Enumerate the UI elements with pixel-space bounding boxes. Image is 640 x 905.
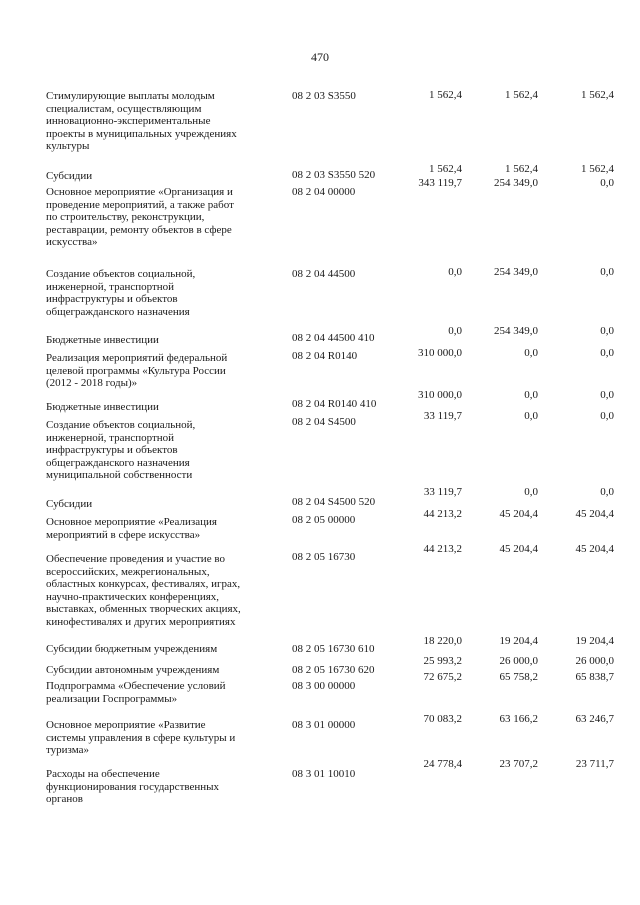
row-name-line: Субсидии: [46, 498, 93, 510]
row-name: [46, 664, 284, 677]
row-value-v2: 0,0: [524, 410, 538, 422]
row-name-line: по строительству, реконструкции,: [46, 211, 205, 224]
row-name-line: кинофестивалях и других мероприятиях: [46, 615, 236, 628]
row-name-line: Создание объектов социальной,: [46, 268, 196, 280]
row-value-v3: 45 204,4: [575, 508, 614, 520]
row-code: 08 2 04 00000: [292, 186, 356, 198]
row-code: 08 2 05 00000: [292, 514, 356, 526]
row-name-line: Субсидии автономным учреждениям: [46, 664, 220, 676]
row-name-line: Бюджетные инвестиции: [46, 334, 159, 346]
row-name-line: инженерной, транспортной: [46, 431, 175, 444]
row-value-v3: 19 204,4: [575, 635, 614, 647]
row-name: [46, 401, 284, 414]
row-name-line: выставках, обменных творческих акциях,: [46, 603, 241, 616]
row-value-v1: 0,0: [448, 266, 462, 278]
row-name-line: областных конкурсах, фестивалях, играх,: [46, 578, 241, 591]
row-name: [46, 419, 284, 482]
row-name: [46, 334, 284, 347]
row-name-line: функционирования государственных: [46, 780, 220, 793]
row-value-v3: 26 000,0: [575, 655, 614, 667]
row-name-line: инфраструктуры и объектов: [46, 444, 178, 457]
row-name: [46, 268, 284, 318]
row-name-line: Подпрограмма «Обеспечение условий: [46, 680, 226, 692]
row-code: 08 2 04 44500: [292, 268, 356, 280]
row-name-line: всероссийских, межрегиональных,: [46, 565, 210, 578]
row-value-v2: 23 707,2: [499, 758, 538, 770]
row-name: [46, 680, 284, 705]
row-value-v1: 1 562,4: [429, 89, 462, 101]
row-name: [46, 553, 284, 629]
row-name-line: мероприятий в сфере искусства»: [46, 528, 201, 541]
row-value-v2: 0,0: [524, 347, 538, 359]
row-name-line: Бюджетные инвестиции: [46, 401, 159, 413]
row-value-v3: 0,0: [600, 177, 614, 189]
row-value-v1: 24 778,4: [423, 758, 462, 770]
row-name-line: научно-практических конференциях,: [46, 590, 220, 603]
row-code: 08 2 04 S4500: [292, 416, 356, 428]
row-name-line: Создание объектов социальной,: [46, 419, 196, 431]
row-value-v3: 1 562,4: [581, 89, 614, 101]
row-value-v2: 0,0: [524, 389, 538, 401]
row-name-line: Субсидии: [46, 170, 93, 182]
row-value-v2: 254 349,0: [494, 177, 538, 189]
row-name-line: проведение мероприятий, а также работ: [46, 198, 234, 211]
row-name-line: целевой программы «Культура России: [46, 364, 226, 377]
row-name-line: инфраструктуры и объектов: [46, 293, 178, 306]
row-name-line: Обеспечение проведения и участие во: [46, 553, 225, 565]
row-value-v3: 45 204,4: [575, 543, 614, 555]
row-name-line: общегражданского назначения: [46, 305, 190, 318]
row-name-line: реставрации, ремонту объектов в сфере: [46, 223, 232, 236]
row-value-v3: 0,0: [600, 266, 614, 278]
row-name-line: инновационно-экспериментальные: [46, 115, 211, 128]
row-value-v3: 1 562,4: [581, 163, 614, 175]
row-value-v2: 45 204,4: [499, 543, 538, 555]
row-name-line: проекты в муниципальных учреждениях: [46, 127, 237, 140]
row-value-v3: 65 838,7: [575, 671, 614, 683]
row-value-v1: 70 083,2: [423, 713, 462, 725]
page-number: 470: [311, 50, 329, 64]
row-name: [46, 170, 284, 183]
row-value-v1: 1 562,4: [429, 163, 462, 175]
row-value-v1: 72 675,2: [423, 671, 462, 683]
row-name-line: специалистам, осуществляющим: [46, 102, 202, 115]
row-value-v1: 25 993,2: [423, 655, 462, 667]
row-value-v1: 33 119,7: [423, 410, 462, 422]
row-value-v2: 19 204,4: [499, 635, 538, 647]
row-value-v2: 0,0: [524, 486, 538, 498]
row-name-line: искусства»: [46, 236, 98, 249]
row-value-v1: 18 220,0: [423, 635, 462, 647]
row-value-v2: 26 000,0: [499, 655, 538, 667]
row-name-line: Субсидии бюджетным учреждениям: [46, 643, 218, 655]
row-value-v2: 45 204,4: [499, 508, 538, 520]
row-value-v2: 63 166,2: [499, 713, 538, 725]
row-code: 08 2 03 S3550: [292, 90, 356, 102]
row-value-v1: 44 213,2: [423, 508, 462, 520]
row-name-line: Реализация мероприятий федеральной: [46, 352, 228, 364]
row-name: [46, 186, 284, 249]
row-name: [46, 498, 284, 511]
row-name: [46, 352, 284, 390]
row-value-v3: 23 711,7: [575, 758, 614, 770]
row-value-v2: 254 349,0: [494, 266, 538, 278]
row-code: 08 2 04 R0140 410: [292, 398, 377, 410]
row-value-v1: 33 119,7: [423, 486, 462, 498]
row-name-line: (2012 - 2018 годы)»: [46, 377, 138, 390]
row-value-v2: 1 562,4: [505, 163, 538, 175]
row-value-v2: 1 562,4: [505, 89, 538, 101]
row-name-line: Стимулирующие выплаты молодым: [46, 90, 215, 102]
row-name-line: Основное мероприятие «Развитие: [46, 719, 206, 731]
row-value-v3: 0,0: [600, 389, 614, 401]
row-name: [46, 719, 284, 757]
row-name-line: органов: [46, 793, 83, 806]
row-value-v3: 0,0: [600, 486, 614, 498]
row-name: [46, 768, 284, 806]
row-name-line: реализации Госпрограммы»: [46, 692, 178, 705]
row-name-line: Основное мероприятие «Организация и: [46, 186, 233, 198]
row-code: 08 3 01 00000: [292, 719, 356, 731]
row-code: 08 2 05 16730 620: [292, 664, 375, 676]
row-code: 08 2 04 S4500 520: [292, 496, 376, 508]
row-value-v1: 310 000,0: [418, 347, 462, 359]
row-name-line: Основное мероприятие «Реализация: [46, 516, 217, 528]
row-code: 08 2 05 16730 610: [292, 643, 375, 655]
row-value-v1: 0,0: [448, 325, 462, 337]
row-value-v2: 65 758,2: [499, 671, 538, 683]
row-name-line: инженерной, транспортной: [46, 280, 175, 293]
row-name: [46, 90, 284, 153]
row-name-line: системы управления в сфере культуры и: [46, 731, 236, 744]
row-value-v1: 343 119,7: [418, 177, 462, 189]
row-name-line: туризма»: [46, 744, 90, 757]
row-name-line: Расходы на обеспечение: [46, 768, 160, 780]
row-value-v2: 254 349,0: [494, 325, 538, 337]
row-value-v3: 63 246,7: [575, 713, 614, 725]
row-name-line: муниципальной собственности: [46, 469, 193, 482]
row-code: 08 2 05 16730: [292, 551, 356, 563]
row-code: 08 2 03 S3550 520: [292, 169, 376, 181]
row-code: 08 3 01 10010: [292, 768, 356, 780]
row-value-v1: 44 213,2: [423, 543, 462, 555]
row-value-v3: 0,0: [600, 347, 614, 359]
row-value-v3: 0,0: [600, 325, 614, 337]
row-value-v3: 0,0: [600, 410, 614, 422]
row-value-v1: 310 000,0: [418, 389, 462, 401]
row-code: 08 3 00 00000: [292, 680, 356, 692]
row-name-line: культуры: [46, 140, 90, 153]
row-code: 08 2 04 44500 410: [292, 332, 375, 344]
row-name: [46, 643, 284, 656]
row-name-line: общегражданского назначения: [46, 456, 190, 469]
row-code: 08 2 04 R0140: [292, 350, 358, 362]
row-name: [46, 516, 284, 541]
